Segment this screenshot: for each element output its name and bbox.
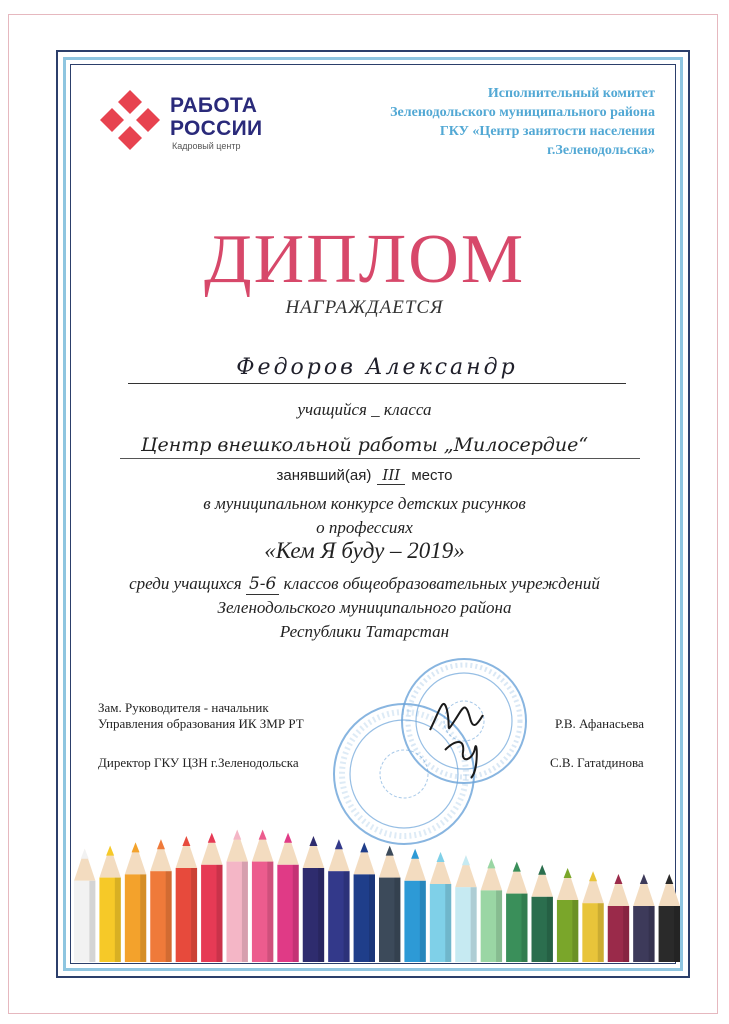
org-line-2: Зеленодольского муниципального района [390,105,655,120]
school-underline [120,458,640,459]
pencil [227,830,248,962]
pencil [430,852,451,962]
handwritten-signature-icon [425,690,505,785]
pencil [404,849,425,962]
student-class-line: учащийся _ класса [297,400,432,419]
org-line-3: ГКУ «Центр занятости населения [439,124,655,139]
second-signatory-position: Директор ГКУ ЦЗН г.Зеленодольска [98,755,299,770]
first-position-line-2: Управления образования ИК ЗМР РТ [98,716,304,731]
pencil [557,868,578,962]
org-line-4: г.Зеленодольска» [547,143,655,158]
pencil [455,855,476,962]
pencil [150,839,171,962]
colored-pencils-decoration [72,810,682,962]
org-line-1: Исполнительный комитет [487,86,655,101]
contest-line-6: Республики Татарстан [279,622,450,641]
recipient-name: Федоров Александр [236,355,518,380]
pencil [252,830,273,962]
rabota-rossii-logo [98,88,288,158]
place-value: III [377,466,405,485]
contest-line-1: в муниципальном конкурсе детских рисунков [203,494,526,513]
pencil [633,874,654,962]
contest-line-2: о профессиях [316,518,413,537]
pencil [201,833,222,962]
logo-line-2: РОССИИ [170,117,263,140]
place-row [0,466,729,485]
pencil [74,849,95,962]
organization-header [325,84,655,160]
logo-title [170,94,262,140]
pencil [303,836,324,962]
first-signatory-position [98,700,304,732]
first-position-line-1: Зам. Руководителя - начальник [98,700,269,715]
grade-row [0,574,729,595]
contest-line-5: Зеленодольского муниципального района [217,598,512,617]
contest-name: «Кем Я буду – 2019» [264,538,465,563]
pencil [608,874,629,962]
name-underline [128,383,626,384]
pencil [99,846,120,962]
awarded-label: НАГРАЖДАЕТСЯ [285,297,444,318]
pencil [176,836,197,962]
grade-suffix: классов общеобразовательных учреждений [283,574,600,593]
pencil [659,874,680,962]
grade-prefix: среди учащихся [129,574,242,593]
logo-line-1: РАБОТА [170,94,258,117]
place-prefix: занявший(ая) [276,467,372,484]
pencil [506,862,527,962]
pencil [582,871,603,962]
pencil [532,865,553,962]
pencil [379,846,400,962]
second-signatory-name: С.В. Гатаtдинова [550,755,644,770]
pencil [481,858,502,962]
pencil [125,842,146,962]
logo-subtitle: Кадровый центр [172,141,241,151]
first-signatory-name: Р.В. Афанасьева [555,716,645,731]
diploma-title: ДИПЛОМ [203,221,526,298]
logo-mark-icon [98,88,162,152]
pencil [354,842,375,962]
school-name: Центр внешкольной работы „Милосердие“ [140,434,589,456]
place-suffix: место [411,467,453,484]
pencil [277,833,298,962]
pencil [328,839,349,962]
grade-value: 5-6 [246,574,279,595]
